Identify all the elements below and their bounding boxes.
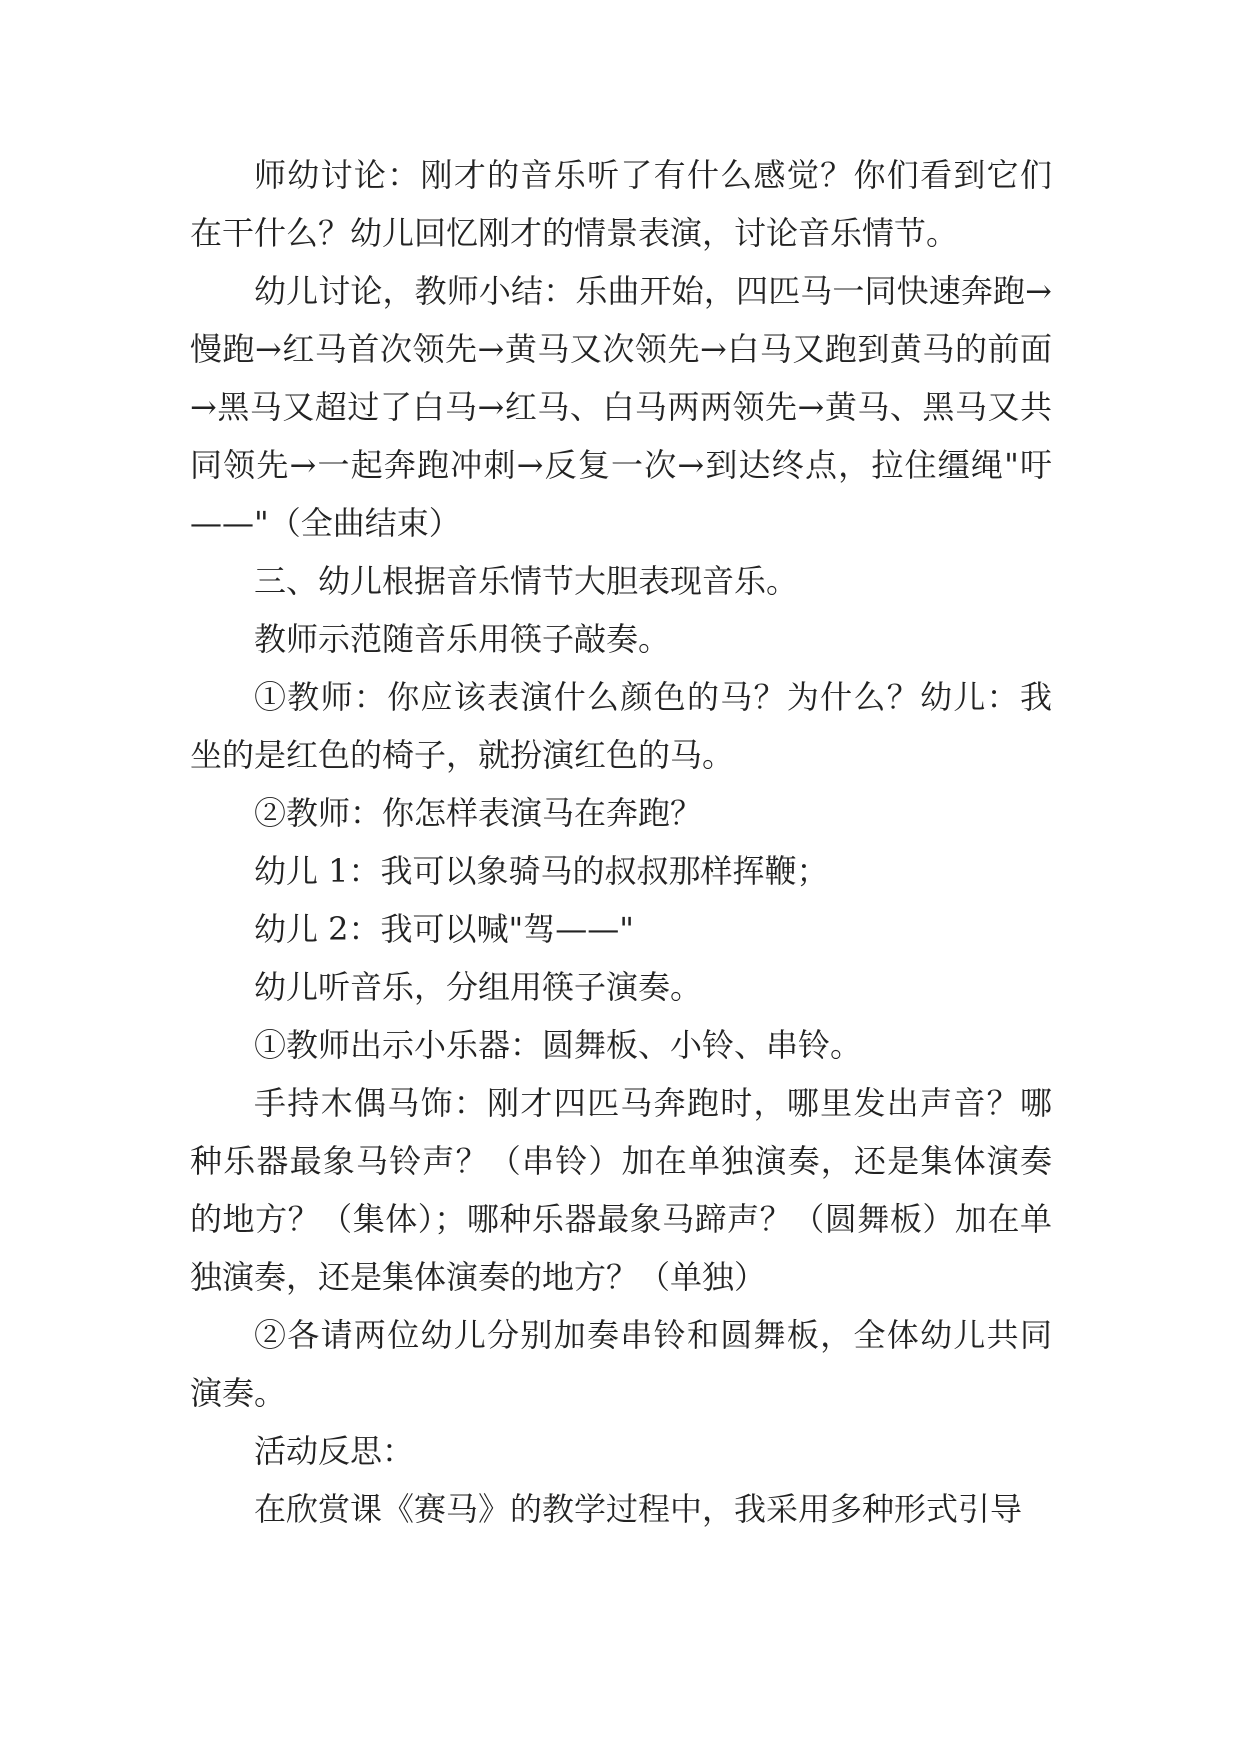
paragraph-section-three-heading: 三、幼儿根据音乐情节大胆表现音乐。	[254, 562, 799, 600]
paragraph-teacher-summary: 幼儿讨论，教师小结：乐曲开始，四匹马一同快速奔跑→慢跑→红马首次领先→黄马又次领先→白马又跑到黄马的前面→黑马又超过了白马→红马、白马两两领先→黄马、黑马又共同领先→一起奔跑冲刺→反复一次→到达终点，拉住缰绳"吁——"（全曲结束）	[190, 272, 1052, 542]
paragraph-instruments-shown: ①教师出示小乐器：圆舞板、小铃、串铃。	[254, 1026, 863, 1064]
paragraph-child-answer-1: 幼儿 1：我可以象骑马的叔叔那样挥鞭；	[254, 852, 829, 890]
paragraph-reflection-body: 在欣赏课《赛马》的教学过程中，我采用多种形式引导	[254, 1490, 1023, 1528]
paragraph-discussion-prompt: 师幼讨论：刚才的音乐听了有什么感觉？你们看到它们在干什么？幼儿回忆刚才的情景表演，讨论音乐情节。	[190, 156, 1052, 252]
paragraph-question-horse-color: ①教师：你应该表演什么颜色的马？为什么？幼儿：我坐的是红色的椅子，就扮演红色的马。	[190, 678, 1052, 774]
paragraph-child-answer-2: 幼儿 2：我可以喊"驾——"	[254, 910, 634, 948]
paragraph-reflection-heading: 活动反思：	[254, 1432, 415, 1470]
paragraph-teacher-demo: 教师示范随音乐用筷子敲奏。	[254, 620, 671, 658]
paragraph-puppet-questions: 手持木偶马饰：刚才四匹马奔跑时，哪里发出声音？哪种乐器最象马铃声？（串铃）加在单独演奏，还是集体演奏的地方？（集体）；哪种乐器最象马蹄声？（圆舞板）加在单独演奏，还是集体演奏的地方？（单独）	[190, 1084, 1052, 1296]
paragraph-question-horse-running: ②教师：你怎样表演马在奔跑？	[254, 794, 703, 832]
document-page	[190, 146, 1052, 1538]
paragraph-group-performance: 幼儿听音乐，分组用筷子演奏。	[254, 968, 703, 1006]
paragraph-ensemble-play: ②各请两位幼儿分别加奏串铃和圆舞板，全体幼儿共同演奏。	[190, 1316, 1052, 1412]
